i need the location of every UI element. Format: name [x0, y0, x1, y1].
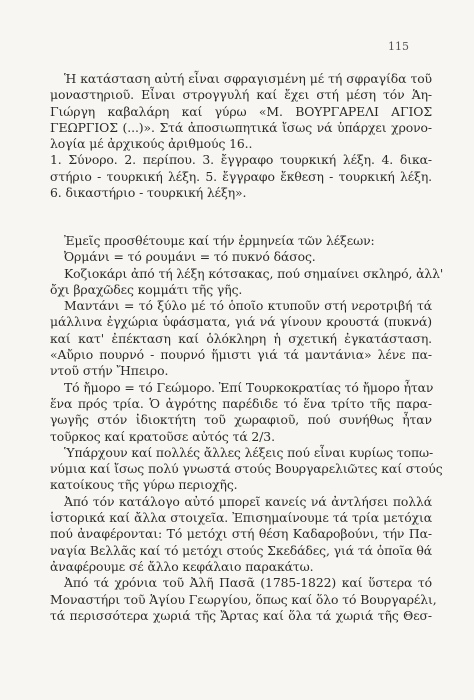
word-interpretation-section [50, 233, 444, 624]
page-number: 115 [388, 40, 409, 53]
text-line: ἱστορικά καί ἄλλα στοιχεῖα. Ἐπισημαίνουμε τά τρία μετόχια [50, 510, 432, 526]
text-line: ἕνα πρός τρία. Ὁ ἀγρότης παρέδιδε τό ἕνα τρίτο τῆς παρα- [50, 395, 432, 411]
text-line: ἀναφέρουμε σέ ἄλλο κεφάλαιο παρακάτω. [50, 558, 314, 574]
text-line: Ἀπό τόν κατάλογο αὐτό μπορεῖ κανείς νά ἀντλήσει πολλά [64, 493, 432, 509]
text-line: Μοναστήρι τοῦ Ἁγίου Γεωργίου, ὅπως καί ὅλο τό Βουργαρέλι, [50, 591, 437, 607]
text-line: ὄχι βραχῶδες κομμάτι τῆς γῆς. [50, 281, 243, 297]
text-line: μοναστηριοῦ. Εἶναι στρογγυλή καί ἔχει στή μέση τόν Ἁη- [50, 87, 432, 103]
text-line: Ἡ κατάσταση αὐτή εἶναι σφραγισμένη μέ τή σφραγίδα τοῦ [64, 71, 432, 86]
text-line: ναγία Βελλᾶς καί τό μετόχι στούς Σκεδάδες, γιά τά ὁποῖα θά [50, 542, 432, 558]
text-line: μάλλινα ἐγχώρια ὑφάσματα, γιά νά γίνουν κρουστά (πυκνά) [50, 314, 432, 330]
text-line: Κοζιοκάρι ἀπό τή λέξη κότσακας, πού σημαίνει σκληρό, ἀλλ' [64, 265, 444, 281]
text-line: καί κατ' ἐπέκταση καί ὁλόκληρη ἡ σχετική ἐγκατάσταση. [50, 330, 432, 346]
text-line: γωγῆς στόν ἰδιοκτήτη τοῦ χωραφιοῦ, πού συνήθως ἦταν [50, 412, 432, 428]
text-line: Ὀρμάνι = τό ρουμάνι = τό πυκνό δάσος. [64, 249, 316, 265]
text-line: Γιώργη καβαλάρη καί γύρω «Μ. ΒΟΥΡΓΑΡΕΛΙ ΑΓΙΟΣ [50, 103, 432, 119]
text-line: κατοίκους τῆς γύρω περιοχῆς. [50, 477, 238, 493]
text-line: 1. Σύνορο. 2. περίπου. 3. ἔγγραφο τουρκική λέξη. 4. δικα- [50, 152, 432, 168]
text-line: Τό ἤμορο = τό Γεώμορο. Ἐπί Τουρκοκρατίας τό ἤμορο ἦταν [64, 379, 434, 395]
text-line: τοῦρκος καί κρατοῦσε αὐτός τά 2/3. [50, 428, 275, 444]
document-seal-paragraph [50, 71, 432, 201]
text-line: Ἀπό τά χρόνια τοῦ Ἀλῆ Πασᾶ (1785-1822) καί ὕστερα τό [64, 575, 432, 591]
text-line: Ἐμεῖς προσθέτουμε καί τήν ἑρμηνεία τῶν λέξεων: [64, 233, 375, 248]
text-line: στήριο - τουρκική λέξη. 5. ἔγγραφο ἔκθεση - τουρκική λέξη. [50, 168, 432, 184]
text-line: πού ἀναφέρονται: Τό μετόχι στή θέση Καδαροβούνι, τήν Πα- [50, 526, 432, 542]
text-line: λογία μέ ἀρχικούς ἀριθμούς 16.. [50, 136, 253, 152]
text-line: ντοῦ στήν Ἤπειρο. [50, 363, 169, 379]
text-line: 6. δικαστήριο - τουρκική λέξη». [50, 185, 247, 201]
text-line: Ὑπάρχουν καί πολλές ἄλλες λέξεις πού εἶναι κυρίως τοπω- [64, 444, 434, 460]
text-line: ΓΕΩΡΓΙΟΣ (...)». Στά ἀποσιωπητικά ἴσως νά ὑπάρχει χρονο- [50, 119, 432, 135]
text-line: «Αὔριο πουρνό - πουρνό ἥμιστι γιά τά μαντάνια» λένε πα- [50, 347, 432, 363]
text-line: Μαντάνι = τό ξύλο μέ τό ὁποῖο κτυποῦν στή νεροτριβή τά [64, 298, 432, 314]
text-line: νύμια καί ἴσως πολύ γνωστά στούς Βουργαρελιῶτες καί στούς [50, 461, 443, 477]
text-line: τά περισσότερα χωριά τῆς Ἄρτας καί ὅλα τά χωριά τῆς Θεσ- [50, 607, 432, 623]
